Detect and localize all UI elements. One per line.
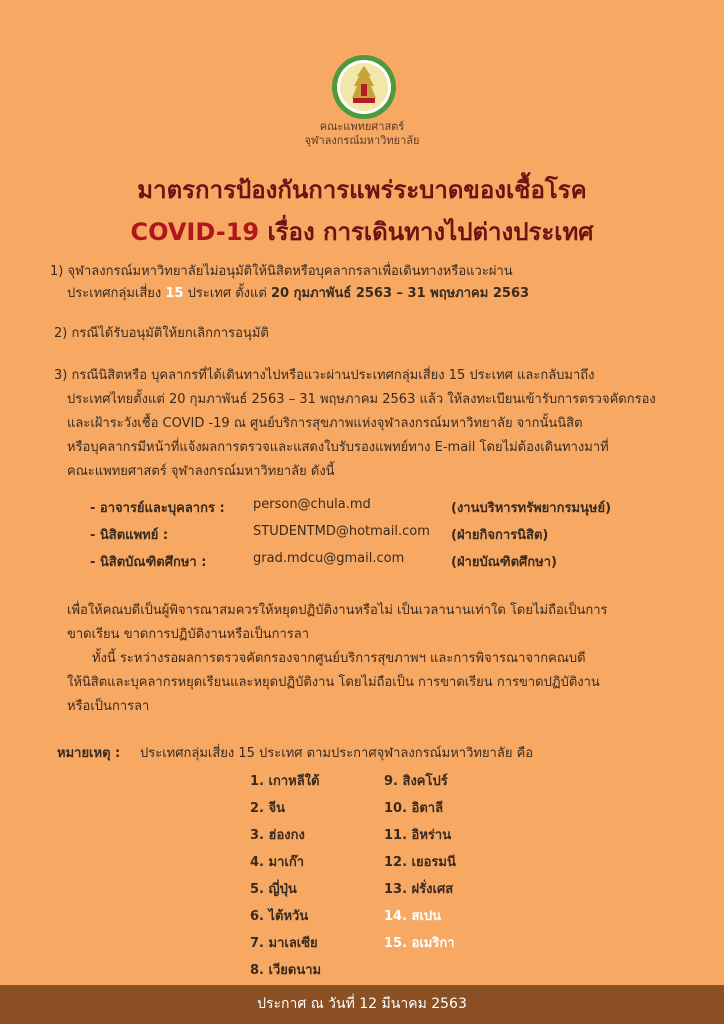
country-item: 10. อิตาลี bbox=[384, 801, 444, 816]
para4-line5: หรือเป็นการลา bbox=[67, 699, 150, 714]
contact-role: - นิสิตแพทย์ : bbox=[90, 528, 169, 543]
country-item: 3. ฮ่องกง bbox=[250, 828, 305, 843]
item3-line3: และเฝ้าระวังเชื้อ COVID -19 ณ ศูนย์บริการสุขภาพแห่งจุฬาลงกรณ์มหาวิทยาลัย จากนั้นนิสิต bbox=[67, 416, 583, 431]
country-item: 4. มาเก๊า bbox=[250, 855, 304, 870]
page-title-line1: มาตรการป้องกันการแพร่ระบาดของเชื้อโรค bbox=[137, 176, 587, 204]
contact-email: STUDENTMD@hotmail.com bbox=[253, 524, 430, 539]
note-label: หมายเหตุ : bbox=[57, 746, 121, 761]
country-item: 7. มาเลเซีย bbox=[250, 936, 318, 951]
para4-line1: เพื่อให้คณบดีเป็นผู้พิจารณาสมควรให้หยุดปฏิบัติงานหรือไม่ เป็นเวลานานเท่าใด โดยไม่ถือเป็นการ bbox=[67, 603, 608, 618]
country-item: 2. จีน bbox=[250, 801, 286, 816]
chula-medicine-logo bbox=[331, 54, 397, 120]
country-item: 1. เกาหลีใต้ bbox=[250, 774, 320, 789]
title-covid: COVID-19 bbox=[130, 218, 260, 246]
para4-line4: ให้นิสิตและบุคลากรหยุดเรียนและหยุดปฏิบัติงาน โดยไม่ถือเป็น การขาดเรียน การขาดปฏิบัติงาน bbox=[67, 675, 600, 690]
country-item: 11. อิหร่าน bbox=[384, 828, 452, 843]
item1-count: 15 bbox=[165, 286, 184, 301]
announcement-date-footer: ประกาศ ณ วันที่ 12 มีนาคม 2563 bbox=[0, 985, 724, 1024]
item2-text: 2) กรณีได้รับอนุมัติให้ยกเลิกการอนุมัติ bbox=[54, 326, 269, 341]
country-item-highlight: 15. อเมริกา bbox=[384, 936, 455, 951]
item3-line4: หรือบุคลากรมีหน้าที่แจ้งผลการตรวจและแสดงใบรับรองแพทย์ทาง E-mail โดยไม่ต้องเดินทางมาที่ bbox=[67, 440, 609, 455]
item3-line1: 3) กรณีนิสิตหรือ บุคลากรที่ได้เดินทางไปหรือแวะผ่านประเทศกลุ่มเสี่ยง 15 ประเทศ และกลับมาถึง bbox=[54, 368, 595, 383]
contact-email: grad.mdcu@gmail.com bbox=[253, 551, 405, 566]
page-title-line2 bbox=[0, 212, 724, 251]
country-item: 13. ฝรั่งเศส bbox=[384, 882, 454, 897]
para4-line3: ทั้งนี้ ระหว่างรอผลการตรวจคัดกรองจากศูนย์บริการสุขภาพฯ และการพิจารณาจากคณบดี bbox=[92, 651, 586, 666]
item1-pre: ประเทศกลุ่มเสี่ยง bbox=[67, 286, 162, 301]
contact-role: - นิสิตบัณฑิตศึกษา : bbox=[90, 555, 207, 570]
country-item: 9. สิงคโปร์ bbox=[384, 774, 448, 789]
contact-dept: (ฝ่ายกิจการนิสิต) bbox=[451, 528, 549, 543]
country-item: 8. เวียดนาม bbox=[250, 963, 322, 978]
note-text: ประเทศกลุ่มเสี่ยง 15 ประเทศ ตามประกาศจุฬาลงกรณ์มหาวิทยาลัย คือ bbox=[140, 746, 534, 761]
para4-line2: ขาดเรียน ขาดการปฏิบัติงานหรือเป็นการลา bbox=[67, 627, 310, 642]
item3-line5: คณะแพทยศาสตร์ จุฬาลงกรณ์มหาวิทยาลัย ดังนี้ bbox=[67, 464, 335, 479]
item1-line1: 1) จุฬาลงกรณ์มหาวิทยาลัยไม่อนุมัติให้นิสิตหรือบุคลากรลาเพื่อเดินทางหรือแวะผ่าน bbox=[50, 264, 513, 279]
item3-line2: ประเทศไทยตั้งแต่ 20 กุมภาพันธ์ 2563 – 31 พฤษภาคม 2563 แล้ว ให้ลงทะเบียนเข้ารับการตรวจคัดกรอง bbox=[67, 392, 656, 407]
item1-dates: 20 กุมภาพันธ์ 2563 – 31 พฤษภาคม 2563 bbox=[270, 286, 530, 301]
title-topic: เรื่อง การเดินทางไปต่างประเทศ bbox=[267, 218, 594, 246]
contact-role: - อาจารย์และบุคลากร : bbox=[90, 501, 225, 516]
country-item-highlight: 14. สเปน bbox=[384, 909, 442, 924]
item1-mid: ประเทศ ตั้งแต่ bbox=[187, 286, 267, 301]
item1-line2 bbox=[67, 283, 529, 305]
contact-dept: (งานบริหารทรัพยากรมนุษย์) bbox=[451, 501, 612, 516]
university-name: จุฬาลงกรณ์มหาวิทยาลัย bbox=[304, 134, 420, 147]
faculty-name: คณะแพทยศาสตร์ bbox=[319, 120, 405, 133]
country-item: 5. ญี่ปุ่น bbox=[250, 882, 297, 897]
contact-dept: (ฝ่ายบัณฑิตศึกษา) bbox=[451, 555, 557, 570]
country-item: 6. ไต้หวัน bbox=[250, 909, 309, 924]
country-item: 12. เยอรมนี bbox=[384, 855, 456, 870]
contact-email: person@chula.md bbox=[253, 497, 371, 512]
